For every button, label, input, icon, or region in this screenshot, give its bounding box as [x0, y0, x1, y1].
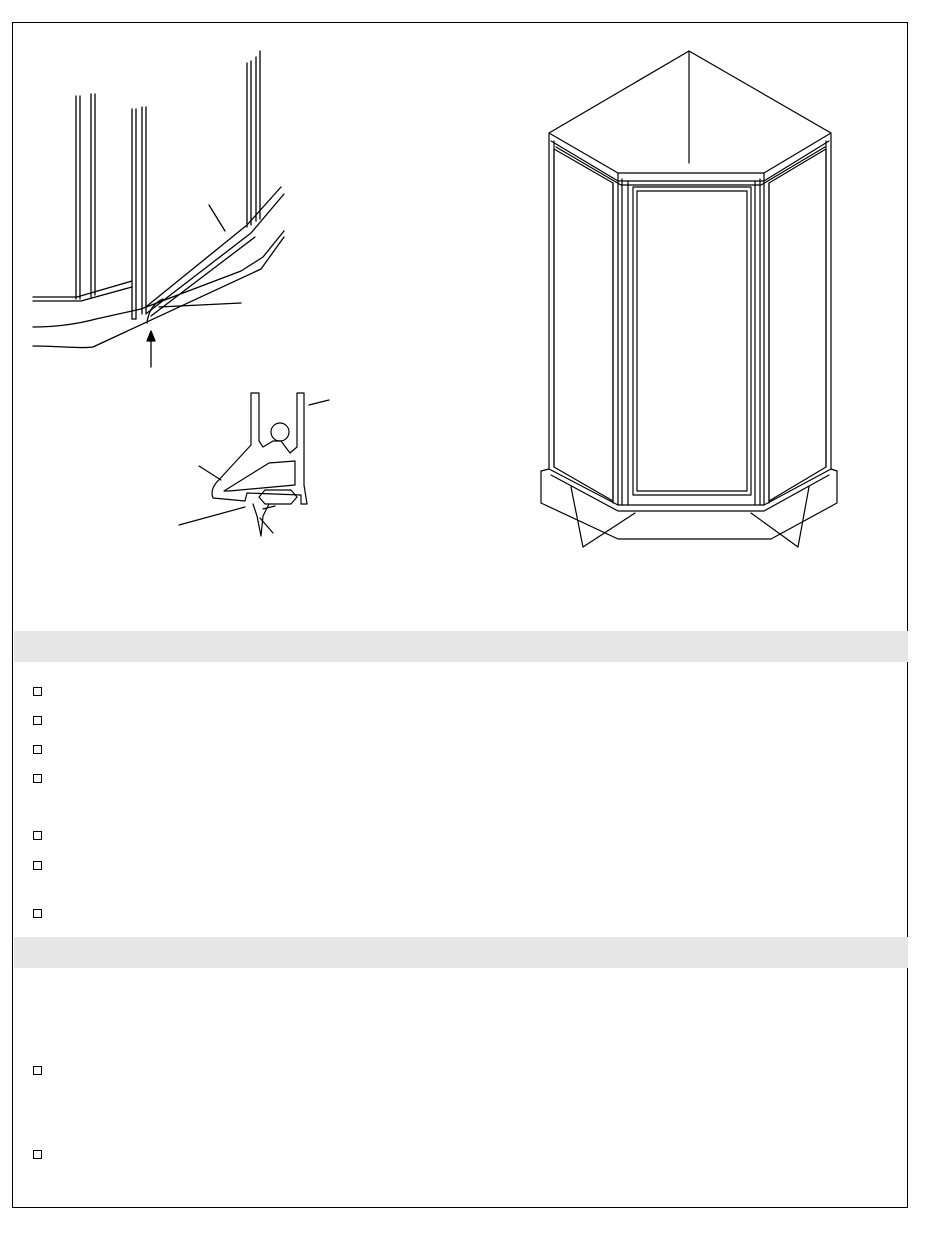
- checkbox-icon[interactable]: [33, 716, 42, 725]
- illustrations-area: [13, 23, 909, 623]
- checkbox-icon[interactable]: [33, 745, 42, 754]
- section-band-1: [14, 631, 908, 662]
- section-band-2: [14, 937, 908, 968]
- checkbox-icon[interactable]: [33, 687, 42, 696]
- checkbox-icon[interactable]: [33, 774, 42, 783]
- page-frame: [12, 22, 908, 1208]
- neo-angle-enclosure-drawing: [541, 51, 837, 547]
- checkbox-icon[interactable]: [33, 831, 42, 840]
- checkbox-icon[interactable]: [33, 1066, 42, 1075]
- checkbox-icon[interactable]: [33, 1150, 42, 1159]
- threshold-profile-drawing: [179, 393, 329, 536]
- checkbox-icon[interactable]: [33, 909, 42, 918]
- checkbox-icon[interactable]: [33, 861, 42, 870]
- sill-seal-detail-drawing: [33, 51, 284, 367]
